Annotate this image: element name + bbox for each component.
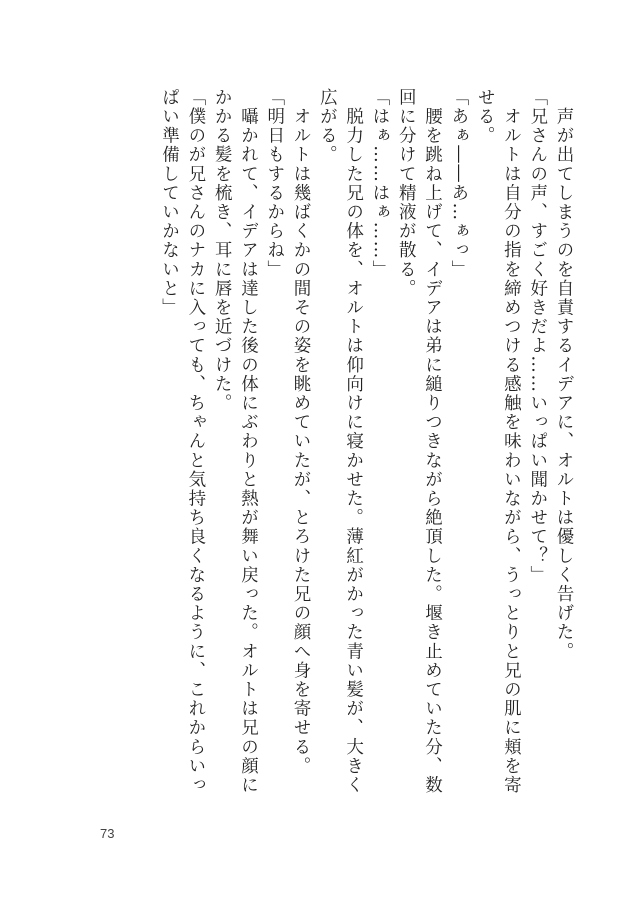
paragraph-2: 「兄さんの声、すごく好きだよ……いっぱい聞かせて？」 — [527, 88, 548, 585]
paragraph-8: オルトは幾ばくかの間その姿を眺めていたが、とろけた兄の顔へ身を寄せる。 — [291, 88, 312, 776]
paragraph-4: 「あぁ――あ…ぁっ」 — [448, 88, 469, 279]
vertical-text-body — [77, 88, 577, 808]
paragraph-1: 声が出てしまうのを自責するイデアに、オルトは優しく告げた。 — [554, 88, 574, 661]
paragraph-11: 「僕のが兄さんのナカに入っても、ちゃんと気持ち良くなるように、これからいっぱい準備していかないと」 — [159, 88, 206, 795]
paragraph-3: オルトは自分の指を締めつける感触を味わいながら、うっとりと兄の肌に頬を寄せる。 — [475, 88, 522, 795]
paragraph-6: 「はぁ……はぁ……」 — [369, 88, 390, 279]
paragraph-7: 脱力した兄の体を、オルトは仰向けに寝かせた。薄紅がかった青い髪が、大きく広がる。 — [317, 88, 364, 795]
paragraph-10: 囁かれて、イデアは達した後の体にぶわりと熱が舞い戻った。オルトは兄の顔にかかる髪を梳き、耳に唇を近づけた。 — [212, 88, 259, 795]
paragraph-9: 「明日もするからね」 — [264, 88, 285, 279]
paragraph-5: 腰を跳ね上げて、イデアは弟に縋りつきながら絶頂した。堰き止めていた分、数回に分けて精液が散る。 — [396, 88, 443, 795]
page-number: 73 — [100, 826, 115, 841]
